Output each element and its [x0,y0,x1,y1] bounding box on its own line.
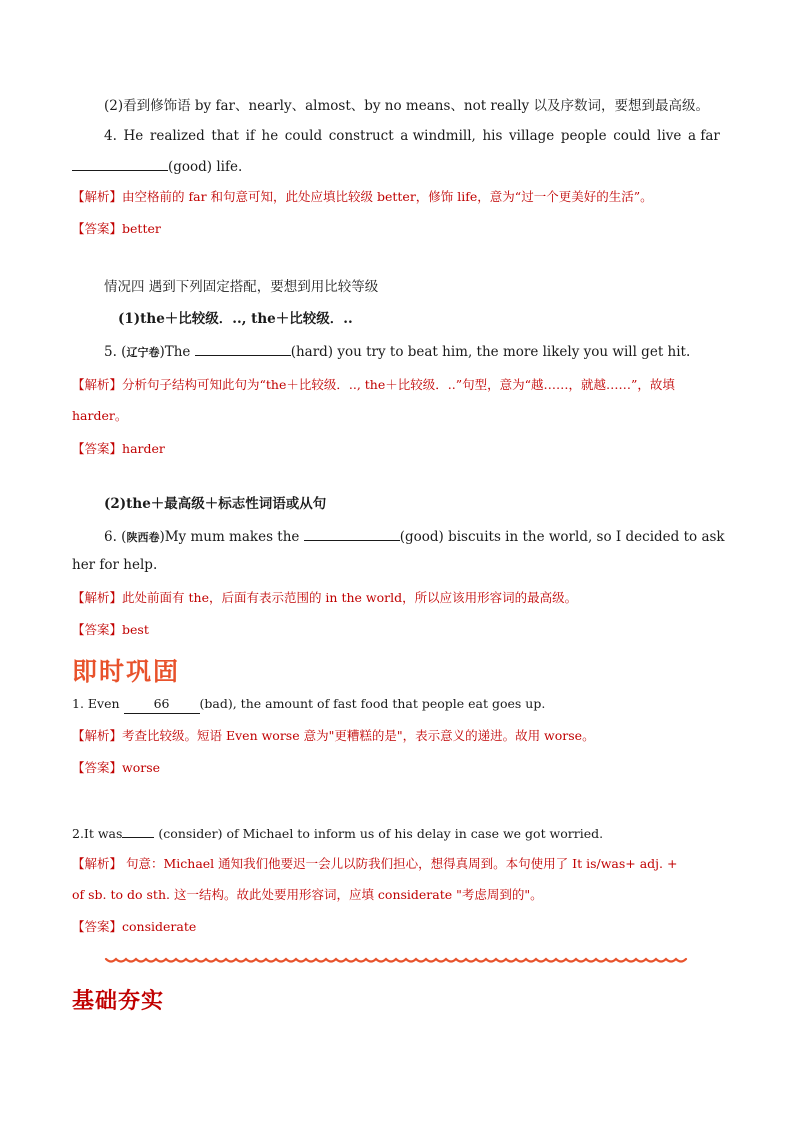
rule-2-title: (2)the＋最高级＋标志性词语或从句 [104,496,327,512]
answer-text: considerate [122,919,197,934]
exercise-1-line [72,695,545,714]
question-4-word: realized [149,128,205,144]
answer-text: best [122,622,149,637]
question-4-word: his [482,128,503,144]
exercise-1-answer [72,759,160,777]
rule-2-text: (2)看到修饰语 by far、nearly、almost、by no means、not really 以及序数词，要想到最高级。 [104,98,709,114]
question-6-line2: her for help. [72,557,158,573]
wavy-divider-line [106,959,686,962]
question-6-source-tag: 陕西卷 [126,531,160,544]
answer-label: 【答案】 [72,622,123,637]
question-5-number: 5. ( [104,344,127,360]
question-6-number: 6. ( [104,529,127,545]
question-4-word: if [245,128,255,144]
analysis-label: 【解析】 [72,728,123,743]
exercise-2-analysis-line2: of sb. to do sth. 这一结构。故此处要用形容词，应填 considerate "考虑周到的"。 [72,887,543,902]
exercise-2-line [72,823,603,843]
section-heading-instant-review: 即时巩固 [72,657,181,686]
question-4-number: 4. [104,128,117,144]
question-4-word: He [123,128,144,144]
question-4-word: a far [688,128,720,144]
question-4-word: village [509,128,555,144]
question-5-prefix: )The [159,344,195,360]
question-6-suffix: (good) biscuits in the world, so I decided to ask [399,529,725,545]
exercise-2-suffix: (consider) of Michael to inform us of his delay in case we got worried. [154,826,604,841]
exercise-2-blank[interactable] [122,823,154,838]
question-5-analysis-line2: harder。 [72,408,128,423]
question-5-blank[interactable] [195,341,291,356]
question-4-word: live [657,128,682,144]
question-4-word: could [284,128,323,144]
exercise-1-analysis [72,727,595,745]
analysis-label: 【解析】 [72,590,123,605]
question-5-analysis-line1 [72,376,675,394]
answer-label: 【答案】 [72,760,123,775]
question-5-source-tag: 辽宁卷 [126,346,160,359]
analysis-label: 【解析】 [72,189,123,204]
question-6-line1 [104,526,725,547]
analysis-text: 此处前面有 the，后面有表示范围的 in the world，所以应该用形容词的最高级。 [122,590,578,605]
analysis-label: 【解析】 [72,856,123,871]
question-4-tail: (good) life. [168,159,243,175]
question-4-analysis [72,188,653,206]
answer-text: better [122,221,161,236]
rule-1-title: (1)the＋比较级．.., the＋比较级．.. [118,311,353,327]
question-5-suffix: (hard) you try to beat him, the more likely you will get hit. [290,344,691,360]
exercise-1-prefix: 1. Even [72,696,124,711]
question-5-answer [72,440,165,458]
question-4-word: people [560,128,607,144]
question-6-analysis [72,589,577,607]
answer-label: 【答案】 [72,441,123,456]
question-4-blank[interactable] [72,156,168,171]
exercise-1-suffix: (bad), the amount of fast food that people eat goes up. [199,696,546,711]
question-4-word: construct [328,128,394,144]
analysis-label: 【解析】 [72,377,123,392]
question-4-line2 [72,156,242,176]
question-4-answer [72,220,161,238]
analysis-text: 考查比较级。短语 Even worse 意为"更糟糕的是"，表示意义的递进。故用 worse。 [122,728,595,743]
exercise-2-prefix: 2.It was [72,826,123,841]
question-4-line1 [104,127,720,145]
answer-text: worse [122,760,161,775]
answer-text: harder [122,441,165,456]
question-4-word: he [261,128,279,144]
question-5-line [104,341,690,362]
question-4-word: that [211,128,239,144]
question-6-answer [72,621,149,639]
exercise-2-answer [72,918,196,936]
answer-label: 【答案】 [72,221,123,236]
analysis-text: 句意：Michael 通知我们他要迟一会儿以防我们担心，想得真周到。本句使用了 It is/was+ adj. + [122,856,678,871]
section-heading-foundation: 基础夯实 [72,989,165,1014]
analysis-text: 由空格前的 far 和句意可知，此处应填比较级 better，修饰 life，意为“过一个更美好的生活”。 [122,189,653,204]
exercise-2-analysis-line1 [72,855,677,873]
question-4-word: a windmill, [400,128,476,144]
exercise-1-blank[interactable]: 66 [124,695,200,714]
wavy-divider [104,952,690,966]
question-6-blank[interactable] [304,526,400,541]
answer-label: 【答案】 [72,919,123,934]
analysis-text: 分析句子结构可知此句为“the＋比较级．.., the＋比较级．..”句型，意为“越……，就越……”，故填 [122,377,675,392]
question-4-word: could [613,128,651,144]
situation-4-title: 情况四 遇到下列固定搭配，要想到用比较等级 [104,279,379,295]
question-6-prefix: )My mum makes the [159,529,304,545]
